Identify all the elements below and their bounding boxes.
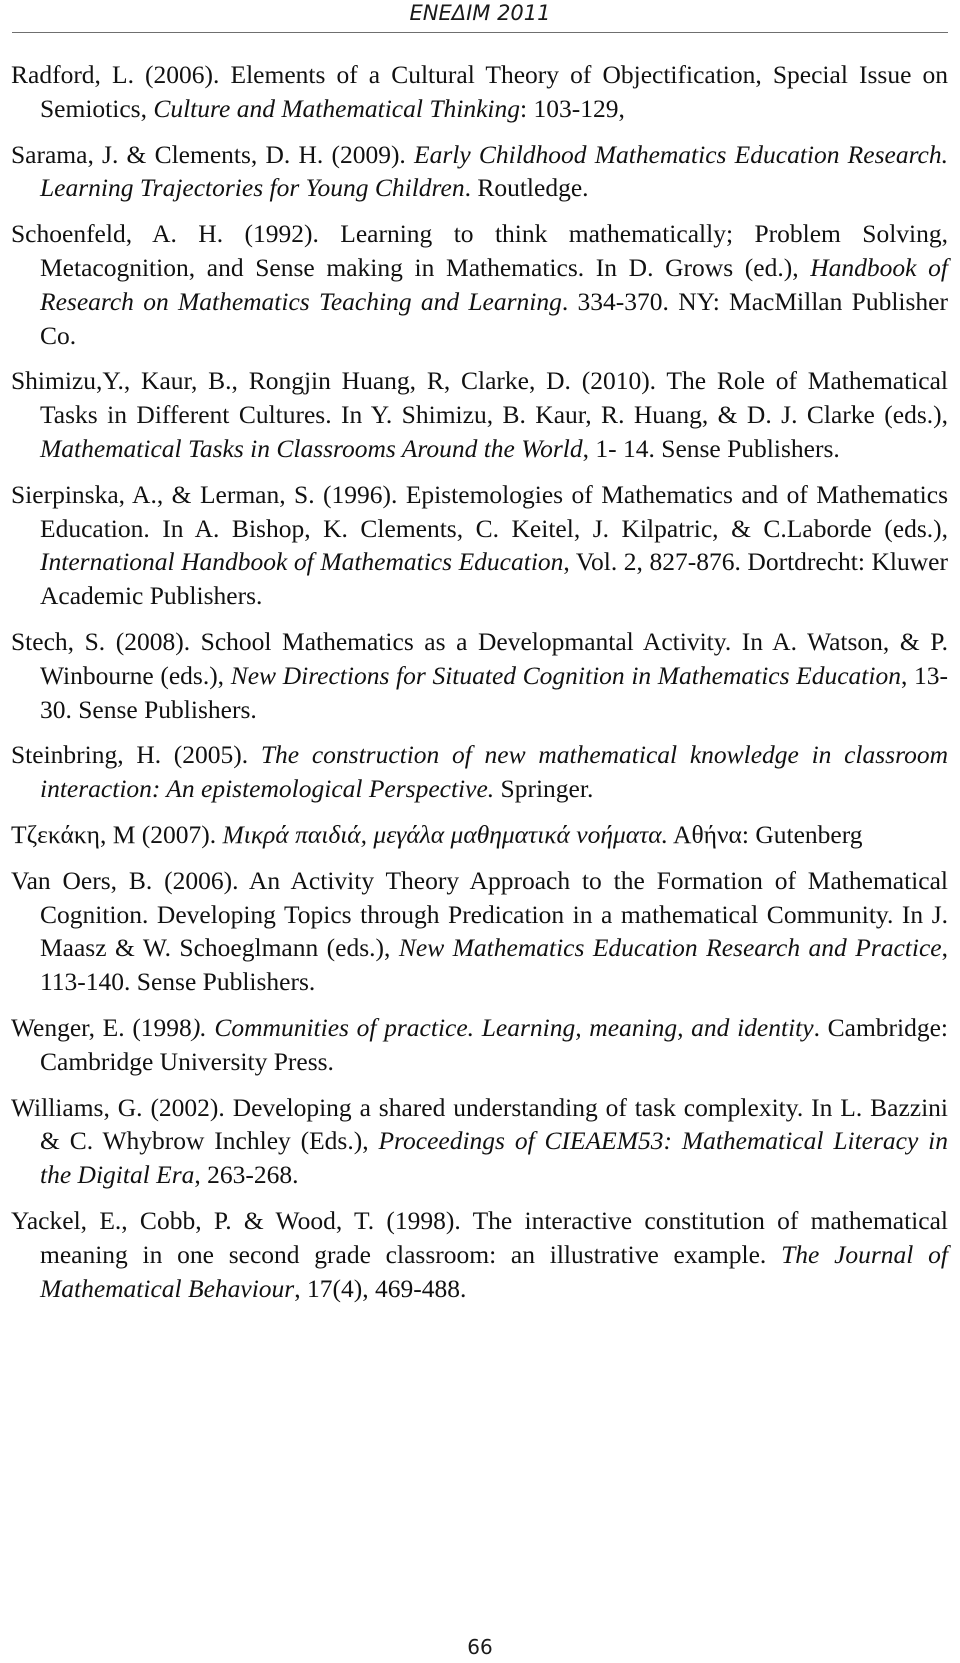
reference-entry xyxy=(11,478,948,613)
reference-title: Mathematical Tasks in Classrooms Around the World xyxy=(40,433,583,463)
reference-text: Springer. xyxy=(494,774,594,804)
reference-title: Handbook of Research on Mathematics Teaching and Learning xyxy=(40,252,948,316)
reference-title: The construction of new mathematical knowledge in classroom interaction: An epistemological Perspective. xyxy=(40,740,948,804)
reference-text: , 17(4), 469-488. xyxy=(294,1273,467,1303)
page-number: 66 xyxy=(467,1635,493,1659)
reference-entry xyxy=(11,625,948,726)
running-header: ΕΝΕΔΙΜ 2011 xyxy=(409,1,551,25)
reference-text: Schoenfeld, A. H. (1992). Learning to think mathematically; Problem Solving, Metacognition, and Sense making in Mathematics. In D. Grows (ed.), xyxy=(11,219,948,282)
reference-text: , 1- 14. Sense Publishers. xyxy=(582,433,840,463)
reference-text: Radford, L. (2006). Elements of a Cultural Theory of Objectification, Special Issue on Semiotics, xyxy=(11,60,948,123)
reference-entry xyxy=(11,864,948,999)
reference-text: Steinbring, H. (2005). xyxy=(11,740,261,770)
reference-entry xyxy=(11,1091,948,1192)
reference-text: Τζεκάκη, Μ (2007). xyxy=(11,819,223,849)
reference-entry xyxy=(11,138,948,206)
reference-title: Μικρά παιδιά, μεγάλα μαθηματικά νοήματα. xyxy=(222,819,669,849)
reference-text: Stech, S. (2008). School Mathematics as a Developmantal Activity. In A. Watson, & P. Winbourne (eds.), xyxy=(11,626,948,690)
reference-text: Sarama, J. & Clements, D. H. (2009). xyxy=(11,139,415,169)
reference-text: . 334-370. NY: MacMillan Publisher Co. xyxy=(40,286,948,350)
reference-title: Culture and Mathematical Thinking xyxy=(153,93,520,123)
header-divider xyxy=(12,32,948,33)
reference-title: Proceedings of CIEAEM53: Mathematical Literacy in the Digital Era xyxy=(40,1126,948,1190)
reference-title: International Handbook of Mathematics Education xyxy=(40,547,564,577)
reference-text: Shimizu,Y., Kaur, B., Rongjin Huang, R, Clarke, D. (2010). The Role of Mathematical Tasks in Different Cultures. In Y. Shimizu, B. Kaur, R. Huang, & D. J. Clarke (eds.), xyxy=(11,366,948,430)
reference-text: Williams, G. (2002). Developing a shared understanding of task complexity. In L. Bazzini & C. Whybrow Inchley (Eds.), xyxy=(11,1092,948,1156)
reference-title: Early Childhood Mathematics Education Research. Learning Trajectories for Young Children xyxy=(40,139,948,203)
reference-title: New Directions for Situated Cognition in Mathematics Education xyxy=(230,660,901,690)
reference-text: Wenger, E. (1998 xyxy=(11,1012,192,1042)
reference-entry xyxy=(11,738,948,806)
reference-list xyxy=(11,58,948,1317)
reference-title: New Mathematics Education Research and Practice xyxy=(398,933,942,963)
reference-text: , 113-140. Sense Publishers. xyxy=(40,933,948,997)
reference-text: . Routledge. xyxy=(464,173,589,203)
reference-text: . Cambridge: Cambridge University Press. xyxy=(40,1012,949,1076)
reference-title: The Journal of Mathematical Behaviour xyxy=(40,1239,948,1303)
reference-entry xyxy=(11,1011,948,1079)
reference-text: Sierpinska, A., & Lerman, S. (1996). Epistemologies of Mathematics and of Mathematics Education. In A. Bishop, K. Clements, C. Keitel, J. Kilpatric, & C.Laborde (eds.), xyxy=(11,479,948,543)
reference-text: Van Oers, B. (2006). An Activity Theory Approach to the Formation of Mathematical Cognition. Developing Topics through Predication in a mathematical Community. In J. Maasz & W. Schoeglmann (eds.), xyxy=(11,865,948,963)
reference-text: , 13- 30. Sense Publishers. xyxy=(40,660,948,724)
reference-text: : 103-129, xyxy=(520,93,625,123)
reference-text: , Vol. 2, 827-876. Dortdrecht: Kluwer Academic Publishers. xyxy=(40,547,948,611)
reference-entry xyxy=(11,58,948,126)
reference-text: , 263-268. xyxy=(194,1160,299,1190)
reference-text: Αθήνα: Gutenberg xyxy=(668,819,863,849)
reference-entry xyxy=(11,1204,948,1305)
reference-text: Yackel, E., Cobb, P. & Wood, T. (1998). The interactive constitution of mathematical meaning in one second grade classroom: an illustrative example. xyxy=(11,1205,948,1269)
reference-entry xyxy=(11,217,948,352)
reference-entry xyxy=(11,364,948,465)
reference-entry xyxy=(11,818,948,852)
reference-title: ). Communities of practice. Learning, meaning, and identity xyxy=(191,1012,814,1042)
